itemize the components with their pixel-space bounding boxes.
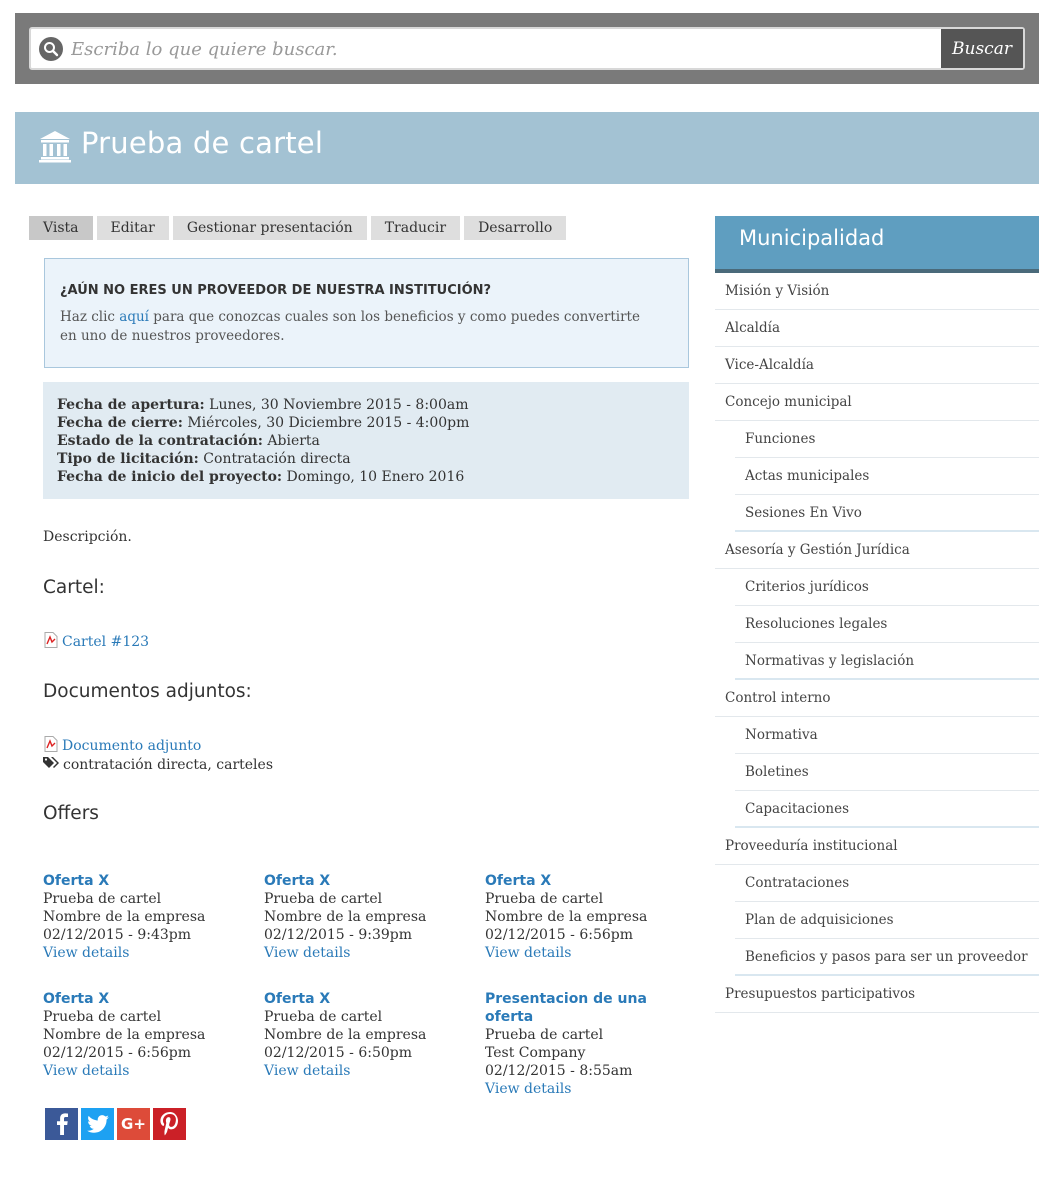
tab-desarrollo[interactable]: Desarrollo [464, 216, 566, 240]
sidebar-item-contrataciones[interactable]: Contrataciones [735, 865, 1039, 902]
offer-card [485, 872, 695, 962]
offer-project: Prueba de cartel [43, 891, 162, 907]
cartel-file-link[interactable]: Cartel #123 [62, 634, 150, 650]
notice-heading: ¿AÚN NO ERES UN PROVEEDOR DE NUESTRA INSTITUCIÓN? [60, 283, 492, 298]
tab-editar[interactable]: Editar [97, 216, 169, 240]
institution-icon [38, 129, 72, 167]
search-bar [15, 13, 1039, 84]
offer-date: 02/12/2015 - 9:43pm [43, 927, 191, 943]
offer-company: Nombre de la empresa [264, 909, 427, 925]
detail-label: Fecha de cierre: [57, 415, 183, 431]
facebook-icon [53, 1113, 71, 1135]
attachment-file-link[interactable]: Documento adjunto [62, 738, 202, 754]
tab-gestionar-presentacion[interactable]: Gestionar presentación [173, 216, 367, 240]
sidebar-item-normativa[interactable]: Normativa [735, 717, 1039, 754]
offer-date: 02/12/2015 - 6:56pm [485, 927, 633, 943]
tab-vista[interactable]: Vista [29, 216, 93, 240]
attachment-file [44, 736, 201, 756]
detail-row [57, 468, 675, 486]
facebook-share-button[interactable] [45, 1108, 78, 1140]
offer-company: Nombre de la empresa [43, 909, 206, 925]
sidebar-item-beneficios-proveedor[interactable]: Beneficios y pasos para ser un proveedor [735, 939, 1039, 976]
offer-details-link[interactable]: View details [43, 1063, 130, 1079]
sidebar-item-sesiones-en-vivo[interactable]: Sesiones En Vivo [735, 495, 1039, 532]
detail-value: Contratación directa [198, 451, 351, 467]
sidebar-item-normativas-legislacion[interactable]: Normativas y legislación [735, 643, 1039, 680]
offer-date: 02/12/2015 - 6:56pm [43, 1045, 191, 1061]
page-title-banner [15, 112, 1039, 184]
offer-details-link[interactable]: View details [485, 945, 572, 961]
tags [43, 756, 273, 773]
offer-date: 02/12/2015 - 9:39pm [264, 927, 412, 943]
tender-details [43, 382, 689, 499]
pinterest-share-button[interactable] [153, 1108, 186, 1140]
offers-heading: Offers [43, 803, 99, 824]
offer-project: Prueba de cartel [43, 1009, 162, 1025]
sidebar-item-boletines[interactable]: Boletines [735, 754, 1039, 791]
offer-title[interactable]: Oferta X [485, 873, 552, 889]
search-icon [39, 37, 63, 61]
tags-text: contratación directa, carteles [63, 756, 274, 773]
tags-icon [43, 756, 59, 773]
sidebar-item-control-interno[interactable]: Control interno [715, 680, 1039, 717]
offer-details-link[interactable]: View details [485, 1081, 572, 1097]
offer-company: Nombre de la empresa [264, 1027, 427, 1043]
offer-card [264, 872, 474, 962]
sidebar-item-presupuestos-participativos[interactable]: Presupuestos participativos [715, 976, 1039, 1013]
offer-card [43, 990, 253, 1080]
sidebar-item-capacitaciones[interactable]: Capacitaciones [735, 791, 1039, 828]
offer-company: Nombre de la empresa [43, 1027, 206, 1043]
detail-label: Fecha de inicio del proyecto: [57, 469, 283, 485]
detail-value: Miércoles, 30 Diciembre 2015 - 4:00pm [182, 415, 470, 431]
sidebar-item-mision-vision[interactable]: Misión y Visión [715, 273, 1039, 310]
sidebar-item-criterios-juridicos[interactable]: Criterios jurídicos [735, 569, 1039, 606]
offer-card [264, 990, 474, 1080]
sidebar-item-funciones[interactable]: Funciones [735, 421, 1039, 458]
sidebar-header [715, 216, 1039, 273]
attachments-heading: Documentos adjuntos: [43, 681, 252, 702]
sidebar-item-alcaldia[interactable]: Alcaldía [715, 310, 1039, 347]
sidebar-item-actas-municipales[interactable]: Actas municipales [735, 458, 1039, 495]
detail-row [57, 450, 675, 468]
sidebar-item-proveeduria-institucional[interactable]: Proveeduría institucional [715, 828, 1039, 865]
pdf-icon [44, 632, 58, 652]
search-button[interactable]: Buscar [941, 29, 1023, 68]
cartel-file [44, 632, 149, 652]
google-plus-share-button[interactable] [117, 1108, 150, 1140]
detail-row [57, 396, 675, 414]
notice-text-after: para que conozcas cuales son los beneficios y como puedes convertirte en uno de nuestros proveedores. [60, 309, 640, 344]
sidebar-title: Municipalidad [739, 226, 885, 250]
detail-value: Lunes, 30 Noviembre 2015 - 8:00am [204, 397, 469, 413]
notice-link[interactable]: aquí [119, 309, 149, 325]
twitter-icon [87, 1115, 109, 1133]
offer-date: 02/12/2015 - 6:50pm [264, 1045, 412, 1061]
detail-label: Tipo de licitación: [57, 451, 199, 467]
cartel-heading: Cartel: [43, 577, 105, 598]
detail-row [57, 432, 675, 450]
detail-value: Abierta [262, 433, 320, 449]
offer-title[interactable]: Oferta X [264, 873, 331, 889]
pinterest-icon [160, 1112, 180, 1136]
detail-value: Domingo, 10 Enero 2016 [282, 469, 465, 485]
notice-text [60, 308, 660, 346]
offer-company: Test Company [485, 1045, 586, 1061]
description-text: Descripción. [43, 529, 132, 545]
provider-notice [44, 258, 689, 368]
twitter-share-button[interactable] [81, 1108, 114, 1140]
detail-label: Estado de la contratación: [57, 433, 263, 449]
sidebar-item-vice-alcaldia[interactable]: Vice-Alcaldía [715, 347, 1039, 384]
sidebar-item-plan-adquisiciones[interactable]: Plan de adquisiciones [735, 902, 1039, 939]
offer-project: Prueba de cartel [264, 1009, 383, 1025]
pdf-icon [44, 736, 58, 756]
offer-card [43, 872, 253, 962]
detail-label: Fecha de apertura: [57, 397, 205, 413]
notice-text-before: Haz clic [60, 309, 120, 325]
sidebar-item-resoluciones-legales[interactable]: Resoluciones legales [735, 606, 1039, 643]
offer-title[interactable]: Oferta X [264, 991, 331, 1007]
tab-traducir[interactable]: Traducir [371, 216, 460, 240]
offer-details-link[interactable]: View details [43, 945, 130, 961]
google-plus-icon: G+ [121, 1115, 146, 1133]
offer-project: Prueba de cartel [264, 891, 383, 907]
tab-bar [29, 216, 566, 240]
offer-details-link[interactable]: View details [264, 1063, 351, 1079]
offer-project: Prueba de cartel [485, 891, 604, 907]
search-box [29, 27, 1025, 70]
offer-details-link[interactable]: View details [264, 945, 351, 961]
offer-date: 02/12/2015 - 8:55am [485, 1063, 633, 1079]
offer-title[interactable]: Presentacion de una oferta [485, 991, 647, 1025]
social-share [45, 1108, 186, 1140]
sidebar-item-concejo-municipal[interactable]: Concejo municipal [715, 384, 1039, 421]
offer-title[interactable]: Oferta X [43, 873, 110, 889]
offer-title[interactable]: Oferta X [43, 991, 110, 1007]
search-input[interactable] [71, 31, 931, 67]
offer-card [485, 990, 695, 1098]
sidebar-item-asesoria-juridica[interactable]: Asesoría y Gestión Jurídica [715, 532, 1039, 569]
offer-project: Prueba de cartel [485, 1027, 604, 1043]
sidebar-menu [715, 273, 1039, 1013]
page-title: Prueba de cartel [81, 126, 324, 160]
detail-row [57, 414, 675, 432]
offer-company: Nombre de la empresa [485, 909, 648, 925]
